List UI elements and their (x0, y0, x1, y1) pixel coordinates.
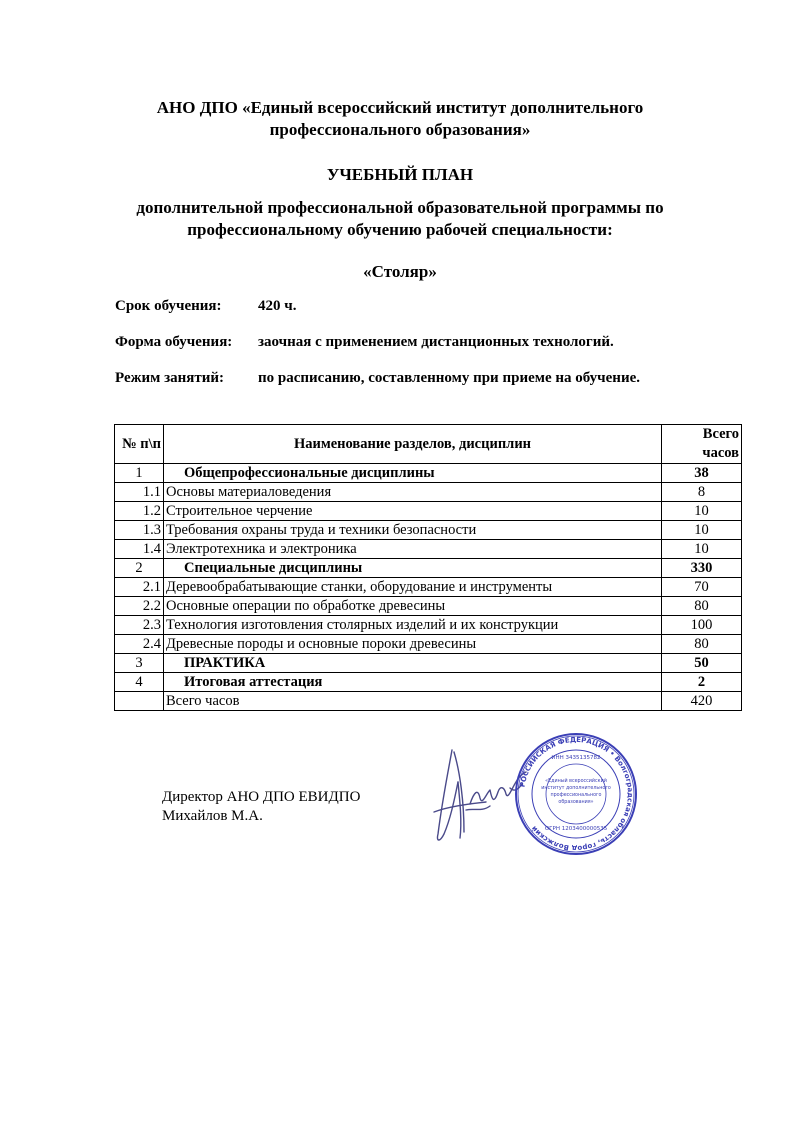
row-hours: 80 (662, 635, 742, 654)
director-title: Директор АНО ДПО ЕВИДПО (162, 789, 361, 805)
row-name: Электротехника и электроника (164, 540, 662, 559)
header-num: № п\п (115, 425, 164, 464)
row-name: Общепрофессиональные дисциплины (164, 464, 662, 483)
table-total-row (115, 692, 742, 711)
row-name: Технология изготовления столярных изделий и их конструкции (164, 616, 662, 635)
table-row (115, 673, 742, 692)
row-name: Древесные породы и основные пороки древесины (164, 635, 662, 654)
row-num: 1.2 (115, 502, 164, 521)
form-row (115, 334, 614, 351)
row-num: 2.3 (115, 616, 164, 635)
row-num: 1.1 (115, 483, 164, 502)
row-name: Деревообрабатывающие станки, оборудование и инструменты (164, 578, 662, 597)
table-row (115, 483, 742, 502)
row-name: ПРАКТИКА (164, 654, 662, 673)
duration-value: 420 ч. (258, 298, 297, 314)
header-hours: Всего часов (662, 425, 742, 464)
director-name: Михайлов М.А. (162, 808, 263, 824)
svg-text:образования»: образования» (558, 800, 594, 805)
subtitle-line-1: дополнительной профессиональной образовательной программы по (136, 198, 664, 217)
row-name: Итоговая аттестация (164, 673, 662, 692)
director-block (162, 788, 360, 826)
profession-name: «Столяр» (363, 262, 437, 281)
schedule-value: по расписанию, составленному при приеме на обучение. (258, 370, 640, 386)
row-hours: 330 (662, 559, 742, 578)
row-hours: 38 (662, 464, 742, 483)
row-num: 2.2 (115, 597, 164, 616)
row-num: 2.4 (115, 635, 164, 654)
org-line-1: АНО ДПО «Единый всероссийский институт дополнительного (156, 98, 644, 117)
table-row (115, 559, 742, 578)
program-subtitle (0, 197, 800, 241)
row-hours: 10 (662, 540, 742, 559)
table-row (115, 597, 742, 616)
svg-text:ИНН 3435135782: ИНН 3435135782 (551, 755, 601, 761)
row-hours: 10 (662, 521, 742, 540)
row-num: 3 (115, 654, 164, 673)
row-name: Основные операции по обработке древесины (164, 597, 662, 616)
row-name: Требования охраны труда и техники безопасности (164, 521, 662, 540)
form-value: заочная с применением дистанционных технологий. (258, 334, 614, 350)
row-name: Строительное черчение (164, 502, 662, 521)
row-num: 1 (115, 464, 164, 483)
subtitle-line-2: профессиональному обучению рабочей специальности: (187, 220, 613, 239)
duration-row (115, 298, 297, 315)
total-value: 420 (662, 692, 742, 711)
organization-seal (514, 732, 638, 856)
table-header-row (115, 425, 742, 464)
document-title: УЧЕБНЫЙ ПЛАН (326, 165, 474, 184)
total-num-empty (115, 692, 164, 711)
organization-name (0, 97, 800, 141)
row-num: 2 (115, 559, 164, 578)
svg-text:ОГРН 1203400000535: ОГРН 1203400000535 (544, 826, 608, 832)
table-row (115, 635, 742, 654)
svg-text:институт дополнительного: институт дополнительного (541, 786, 611, 791)
svg-text:РОССИЙСКАЯ ФЕДЕРАЦИЯ • Волгогр: РОССИЙСКАЯ ФЕДЕРАЦИЯ • Волгоградская область, город Волжский (518, 735, 635, 853)
row-num: 2.1 (115, 578, 164, 597)
row-hours: 2 (662, 673, 742, 692)
row-hours: 100 (662, 616, 742, 635)
form-label: Форма обучения: (115, 334, 233, 350)
row-hours: 50 (662, 654, 742, 673)
org-line-2: профессионального образования» (269, 120, 531, 139)
row-name: Основы материаловедения (164, 483, 662, 502)
schedule-row (115, 370, 640, 387)
table-row (115, 502, 742, 521)
table-row (115, 521, 742, 540)
row-num: 1.3 (115, 521, 164, 540)
row-hours: 10 (662, 502, 742, 521)
svg-text:профессионального: профессионального (550, 793, 602, 798)
svg-text:«Единый всероссийский: «Единый всероссийский (545, 779, 607, 784)
table-row (115, 578, 742, 597)
row-num: 4 (115, 673, 164, 692)
table-row (115, 540, 742, 559)
table-row (115, 616, 742, 635)
row-hours: 80 (662, 597, 742, 616)
table-row (115, 654, 742, 673)
row-hours: 70 (662, 578, 742, 597)
curriculum-table (114, 424, 742, 711)
table-row (115, 464, 742, 483)
duration-label: Срок обучения: (115, 298, 222, 314)
row-hours: 8 (662, 483, 742, 502)
total-label: Всего часов (164, 692, 662, 711)
row-name: Специальные дисциплины (164, 559, 662, 578)
header-name: Наименование разделов, дисциплин (164, 425, 662, 464)
schedule-label: Режим занятий: (115, 370, 225, 386)
row-num: 1.4 (115, 540, 164, 559)
